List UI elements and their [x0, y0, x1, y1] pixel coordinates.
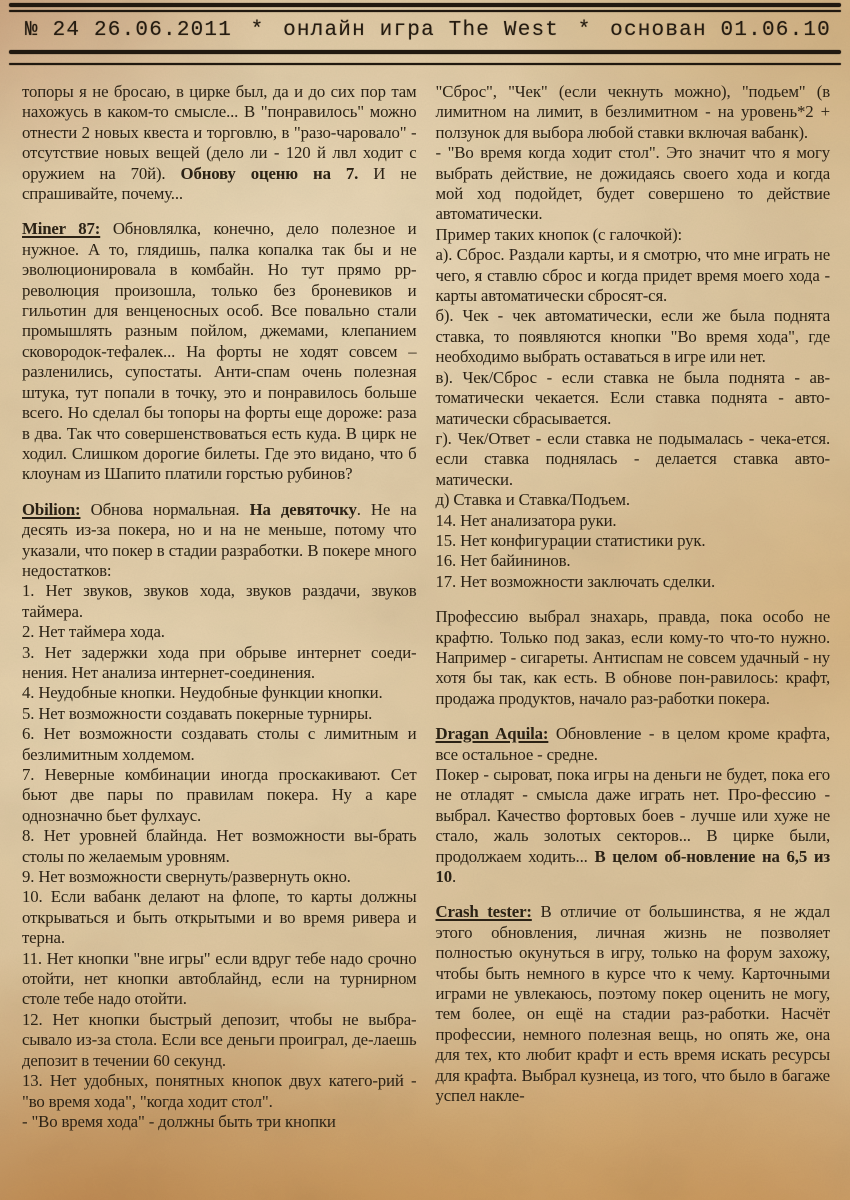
text-run: г). Чек/Ответ - если ставка не подымалась - чека-ется. если ставка поднялась - делается ставка авто-матически. — [435, 428, 830, 489]
paragraph — [22, 1112, 417, 1132]
text-run: "Сброс", "Чек" (если чекнуть можно), "подьем" (в лимитном на лимит, в безлимитном - на уровень*2 + ползунок для выбора любой ставки включая вабанк). — [435, 82, 830, 142]
paragraph — [436, 82, 831, 143]
text-run: а). Сброс. Раздали карты, и я смотрю, что мне играть не чего, я ставлю сброс и когда придет время моего хода - карты автоматически сбросят-ся. — [435, 245, 830, 306]
paragraph — [22, 765, 417, 826]
paragraph — [22, 867, 417, 887]
paragraph — [436, 245, 831, 306]
masthead — [0, 0, 850, 65]
paragraph — [22, 500, 417, 582]
text-run: Обнова нормальная. — [80, 499, 250, 519]
top-rule-thick — [9, 3, 841, 7]
text-run: 4. Неудобные кнопки. Неудобные функции кнопки. — [22, 683, 383, 703]
paragraph — [436, 551, 831, 571]
paragraph — [436, 490, 831, 510]
text-run: в). Чек/Сброс - если ставка не была поднята - ав-томатически чекается. Если ставка поднята - авто-матически сбрасывается. — [435, 367, 830, 428]
text-run: топоры я не бросаю, в цирке был, да и до сих пор там нахожусь в каком-то смысле... В "понравилось" можно отнести 2 новых квеста и торговлю, в "разо-чаровало" - отсутствие новых вещей (дело ли - 120 й лвл ходит с оружием на 70й). — [22, 82, 417, 183]
text-run: И не спрашивайте, почему... — [22, 163, 417, 204]
text-run: 5. Нет возможности создавать покерные турниры. — [22, 703, 373, 723]
paragraph — [436, 225, 831, 245]
text-run: б). Чек - чек автоматически, если же была поднята ставка, то появляются кнопки "Во время хода", где необходимо выбрать оставаться в игре или нет. — [435, 306, 830, 367]
text-run: 16. Нет байининов. — [435, 551, 571, 571]
founded-date: основан 01.06.10 — [610, 19, 831, 42]
bold-text: На девяточку — [249, 499, 357, 519]
column-left — [22, 82, 417, 1132]
text-run: 9. Нет возможности свернуть/развернуть окно. — [22, 867, 351, 887]
paragraph — [436, 765, 831, 887]
paragraph — [436, 724, 831, 765]
asterisk-separator-right: * — [577, 19, 592, 42]
text-run: Пример таких кнопок (с галочкой): — [435, 224, 683, 244]
text-run: 14. Нет анализатора руки. — [435, 510, 617, 530]
paragraph — [22, 581, 417, 622]
paragraph — [22, 704, 417, 724]
paragraph — [22, 887, 417, 948]
author-name: Crash tester: — [435, 902, 532, 922]
paragraph — [22, 826, 417, 867]
text-run: 1. Нет звуков, звуков хода, звуков раздачи, звуков таймера. — [22, 581, 417, 621]
text-run: 10. Если вабанк делают на флопе, то карты должны открываться и быть открытыми и во время ривера и терна. — [22, 887, 417, 948]
text-run: 6. Нет возможности создавать столы с лимитным и безлимитным холдемом. — [22, 724, 417, 764]
text-run: 12. Нет кнопки быстрый депозит, чтобы не выбра-сывало из-за стола. Если все деньги проиграл, де-лаешь депозит в течении 60 секунд. — [22, 1009, 417, 1070]
paragraph — [22, 643, 417, 684]
paragraph — [22, 1010, 417, 1071]
text-run: - "Во время когда ходит стол". Это значит что я могу выбрать действие, не дожидаясь своего хода и когда мой ход подойдет, будет совершено то действие автоматически. — [435, 143, 830, 224]
paragraph — [436, 902, 831, 1106]
asterisk-separator-left: * — [250, 19, 265, 42]
text-run: 17. Нет возможности заключать сделки. — [435, 571, 716, 591]
text-run: В отличие от большинства, я не ждал этого обновления, личная жизнь не позволяет полностью окунуться в игру, только на форум захожу, чтобы быть немного в курсе что к чему. Карточными играми не увлекаюсь, поэтому покер оценить не могу, тем более, он ещё на стадии раз-работки. Насчёт профессии, немного полезная вещь, но опять же, она для тех, кто любит крафт и есть время искать ресурсы для крафта. Выбрал кузнеца, из того, что было в багаже успел накле- — [435, 902, 830, 1106]
bold-text: Обнову оценю на 7. — [180, 163, 359, 183]
paragraph — [436, 511, 831, 531]
paragraph — [436, 531, 831, 551]
text-run: - "Во время хода" - должны быть три кнопки — [22, 1111, 336, 1131]
bold-text: В целом об-новление на 6,5 из 10 — [435, 846, 830, 887]
content-columns — [0, 65, 850, 1132]
paragraph — [22, 1071, 417, 1112]
masthead-row — [25, 19, 831, 42]
text-run: д) Ставка и Ставка/Подъем. — [435, 490, 630, 510]
paragraph — [436, 607, 831, 709]
paragraph — [436, 368, 831, 429]
column-right — [436, 82, 831, 1132]
text-run: . Не на десять из-за покера, но и на не меньше, потому что указали, что покер в стадии разработки. В покере много недостатков: — [22, 499, 417, 580]
header-rule-thick — [9, 50, 841, 54]
paragraph — [436, 306, 831, 367]
text-run: 13. Нет удобных, понятных кнопок двух катего-рий - "во время хода", "когда ходит стол". — [22, 1071, 417, 1111]
text-run: 11. Нет кнопки "вне игры" если вдруг тебе надо срочно отойти, нет кнопки автоблайнд, если на турнирном столе тебе надо отойти. — [22, 948, 417, 1009]
paragraph — [22, 219, 417, 484]
paragraph — [436, 143, 831, 225]
text-run: . — [451, 867, 457, 887]
newspaper-title: онлайн игра The West — [283, 19, 560, 42]
text-run: 15. Нет конфигурации статистики рук. — [435, 530, 706, 550]
paragraph — [436, 572, 831, 592]
paragraph — [22, 82, 417, 204]
paragraph — [22, 949, 417, 1010]
text-run: Обновление - в целом кроме крафта, все остальное - средне. — [435, 724, 830, 764]
author-name: Miner 87: — [22, 219, 101, 239]
text-run: 2. Нет таймера хода. — [22, 622, 165, 642]
author-name: Obilion: — [22, 499, 81, 519]
text-run: Покер - сыроват, пока игры на деньги не будет, пока его не отладят - смысла даже играть нет. Про-фессию - выбрал. Качество фортовых боев - лучше или хуже не стало, жаль золотых секторов... В цирке были, продолжаем ходить... — [435, 765, 830, 866]
text-run: Профессию выбрал знахарь, правда, пока особо не крафтю. Только под заказ, если кому-то что-то нужно. Например - сигареты. Антиспам не совсем удачный - ну хотя бы так, как есть. В обнове пон-равилось: крафт, продажа продуктов, начало раз-работки покера. — [435, 607, 830, 708]
paragraph — [22, 724, 417, 765]
issue-number: № 24 26.06.2011 — [25, 19, 233, 42]
author-name: Dragan Aquila: — [435, 724, 549, 744]
text-run: 3. Нет задержки хода при обрыве интернет соеди-нения. Нет анализа интернет-соединения. — [22, 642, 417, 682]
text-run: 7. Неверные комбинации иногда проскакивают. Сет бьют две пары по правилам покера. Ну а каре однозначно бьет фулхаус. — [22, 765, 417, 825]
text-run: 8. Нет уровней блайнда. Нет возможности вы-брать столы по желаемым уровням. — [22, 826, 417, 866]
paragraph — [436, 429, 831, 490]
text-run: Обновлялка, конечно, дело полезное и нужное. А то, глядишь, палка копалка так бы и не эволюционировала в комбайн. Но тут прямо рр-революция произошла, только без броневиков и гильотин для венценосных особ. Все повально стали промышлять разным пойлом, джемами, клепанием сковородок-тефалек... На форты не ходят совсем – разленились, супостаты. Анти-спам очень полезная штука, тут попали в точку, это и понравилось больше всего. Но сделал бы топоры на форты еще дороже: раза в два. Так что совершенствоваться есть куда. В цирк не ходил. Слишком дорогие билеты. Где это видано, что б клоунам из Шапито платили горстью рубинов? — [22, 219, 417, 484]
paragraph — [22, 622, 417, 642]
top-rule-thin — [9, 10, 841, 12]
paragraph — [22, 683, 417, 703]
